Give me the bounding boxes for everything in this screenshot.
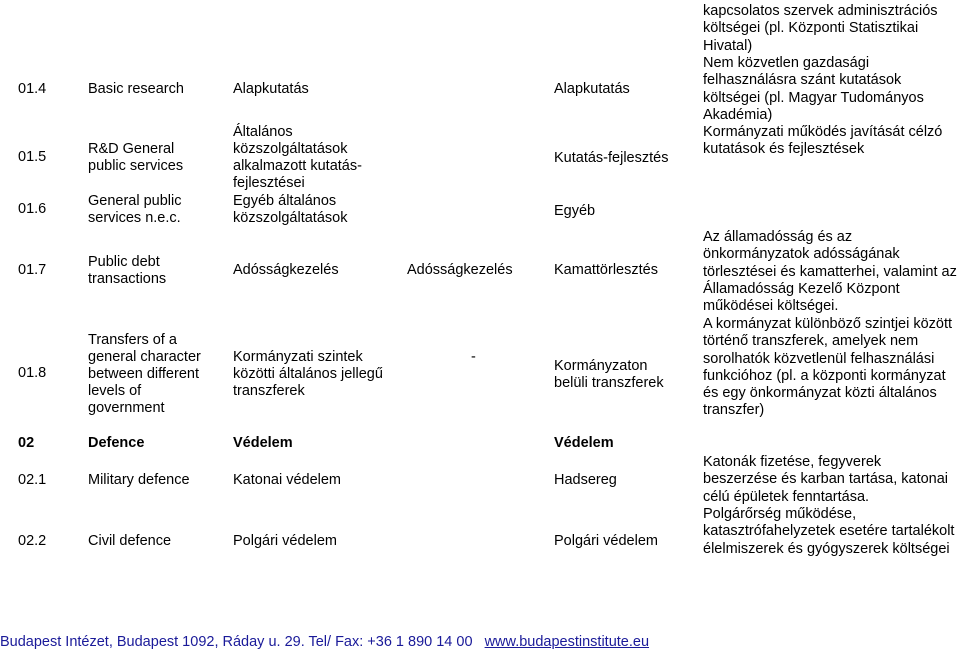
row-code: 02.2 <box>18 533 47 549</box>
row-hungarian-label: Védelem <box>233 435 293 451</box>
row-category: Kamattörlesztés <box>554 262 658 278</box>
row-hungarian-label: Alapkutatás <box>233 81 309 97</box>
row-description: Katonák fizetése, fegyverek beszerzése és karban tartása, katonai célú épületek fenntartása. <box>703 454 949 505</box>
row-code: 02 <box>18 435 35 451</box>
row-category: Egyéb <box>554 203 596 219</box>
row-description: A kormányzat különböző szintjei között történő transzferek, amelyek nem sorolhatók közvetlenül felhasználási funkcióhoz (pl. a központi kormányzat és egy önkormányzat közti általános transzfer) <box>703 316 953 419</box>
row-category: Polgári védelem <box>554 533 658 549</box>
row-hungarian-label: Egyéb általános közszolgáltatások <box>233 193 348 226</box>
row-english-label: Public debt transactions <box>88 254 167 287</box>
row-category: Alapkutatás <box>554 81 630 97</box>
footer-address: Budapest Intézet, Budapest 1092, Ráday u. 29. Tel/ Fax: +36 1 890 14 00 <box>0 634 473 650</box>
row-hungarian-label: Katonai védelem <box>233 472 342 488</box>
page-footer <box>0 634 649 651</box>
row-description: Polgárőrség működése, katasztrófahelyzetek esetére tartalékolt élelmiszerek és gyógyszerek költségei <box>703 506 955 557</box>
row-english-label: Basic research <box>88 81 184 97</box>
row-code: 01.7 <box>18 262 47 278</box>
row-hungarian-label: Polgári védelem <box>233 533 337 549</box>
row-english-label: R&D General public services <box>88 141 184 174</box>
row-code: 01.6 <box>18 201 47 217</box>
row-description: Nem közvetlen gazdasági felhasználásra szánt kutatások költségei (pl. Magyar Tudományos Akadémia) <box>703 55 924 123</box>
row-english-label: Civil defence <box>88 533 172 549</box>
footer-website-link[interactable]: www.budapestinstitute.eu <box>484 634 650 650</box>
row-english-label: General public services n.e.c. <box>88 193 182 226</box>
row-category: Kutatás-fejlesztés <box>554 150 669 166</box>
row-english-label: Defence <box>88 435 145 451</box>
row-hungarian-label: Általános közszolgáltatások alkalmazott kutatás-fejlesztései <box>233 124 362 191</box>
row-code: 01.8 <box>18 365 47 381</box>
row-description: Kormányzati működés javítását célzó kutatások és fejlesztések <box>703 124 943 158</box>
row-hungarian-label: Adósságkezelés <box>233 262 339 278</box>
row-code: 02.1 <box>18 472 47 488</box>
row-english-label: Transfers of a general character between different levels of government <box>88 332 201 416</box>
row-category: Kormányzaton belüli transzferek <box>554 358 664 391</box>
row-category: Védelem <box>554 435 614 451</box>
row-code: 01.5 <box>18 149 47 165</box>
row-description: kapcsolatos szervek adminisztrációs költségei (pl. Központi Statisztikai Hivatal) <box>703 3 938 54</box>
row-category: Hadsereg <box>554 472 617 488</box>
row-secondary-label: - <box>471 349 476 365</box>
row-hungarian-label: Kormányzati szintek közötti általános jellegű transzferek <box>233 349 383 399</box>
row-secondary-label: Adósságkezelés <box>407 262 513 278</box>
row-english-label: Military defence <box>88 472 190 488</box>
row-description: Az államadósság és az önkormányzatok adósságának törlesztései és kamatterhei, valamint az Államadósság Kezelő Központ működései költségei. <box>703 229 957 315</box>
row-code: 01.4 <box>18 81 47 97</box>
